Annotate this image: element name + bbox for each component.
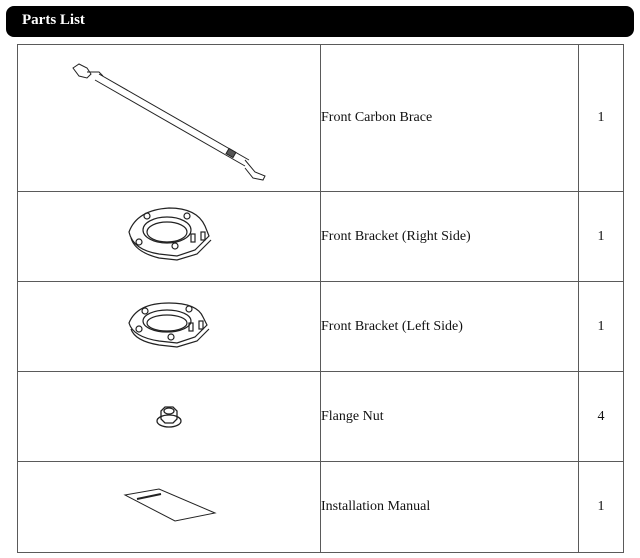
- part-image-cell: [18, 192, 321, 282]
- bracket-right-icon: [119, 202, 219, 272]
- part-qty: 1: [579, 45, 624, 192]
- table-row: [18, 372, 624, 462]
- part-image-cell: [18, 45, 321, 192]
- flange-nut-icon: [154, 403, 184, 431]
- table-row: [18, 462, 624, 553]
- manual-icon: [121, 487, 217, 527]
- part-qty: 4: [579, 372, 624, 462]
- part-qty: 1: [579, 282, 624, 372]
- part-name: Front Bracket (Right Side): [321, 192, 579, 282]
- part-image-cell: [18, 462, 321, 553]
- parts-list-header: [6, 6, 634, 37]
- part-name: Front Carbon Brace: [321, 45, 579, 192]
- table-row: [18, 45, 624, 192]
- part-name: Front Bracket (Left Side): [321, 282, 579, 372]
- part-qty: 1: [579, 192, 624, 282]
- table-row: [18, 282, 624, 372]
- part-name: Installation Manual: [321, 462, 579, 553]
- part-image-cell: [18, 282, 321, 372]
- parts-table: [17, 44, 624, 553]
- table-row: [18, 192, 624, 282]
- bracket-left-icon: [119, 295, 219, 359]
- carbon-brace-icon: [59, 48, 279, 188]
- part-name: Flange Nut: [321, 372, 579, 462]
- page-title: Parts List: [22, 12, 85, 28]
- part-image-cell: [18, 372, 321, 462]
- part-qty: 1: [579, 462, 624, 553]
